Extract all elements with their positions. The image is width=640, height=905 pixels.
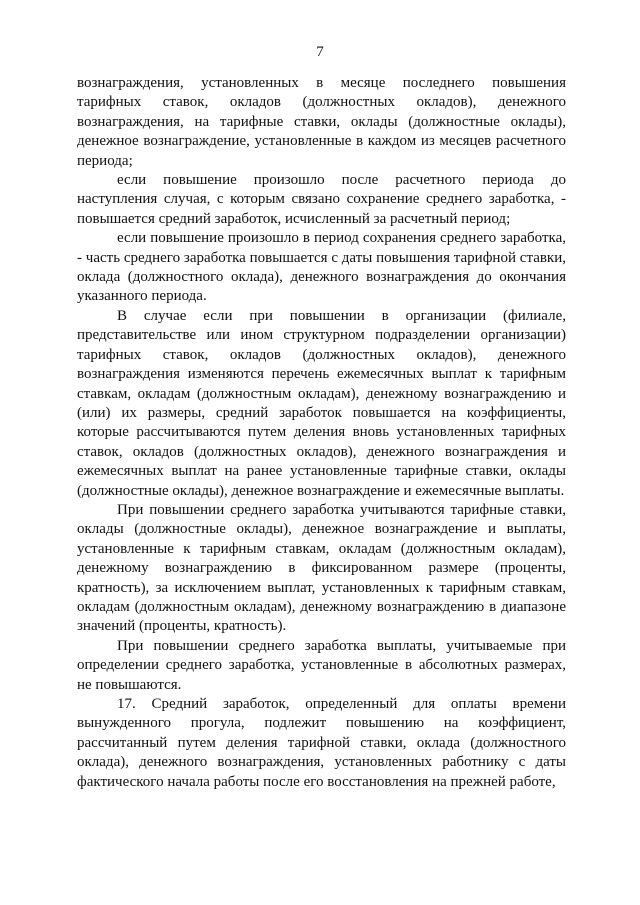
paragraph-organization-increase: В случае если при повышении в организации (филиале, представительстве или ином структурном подразделении организации) тарифных ставок, окладов (должностных окладов), денежного вознаграждения изменяются перечень ежемесячных выплат к тарифным ставкам, окладам (должностным окладам), денежному вознаграждению и (или) их размеры, средний заработок повышается на коэффициенты, которые рассчитываются путем деления вновь установленных тарифных ставок, окладов (должностных окладов), денежного вознаграждения и ежемесячных выплат на ранее установленные тарифные ставки, оклады (должностные оклады), денежное вознаграждение и ежемесячные выплаты.	[77, 307, 566, 499]
paragraph-accounted-payments: При повышении среднего заработка учитываются тарифные ставки, оклады (должностные оклады), денежное вознаграждение и выплаты, установленные к тарифным ставкам, окладам (должностным окладам), денежному вознаграждению в фиксированном размере (проценты, кратность), за исключением выплат, установленных к тарифным ставкам, окладам (должностным окладам), денежному вознаграждению в диапазоне значений (проценты, кратность).	[77, 501, 566, 635]
paragraph-after-period: если повышение произошло после расчетного периода до наступления случая, с которым связано сохранение среднего заработка, - повышается средний заработок, исчисленный за расчетный период;	[77, 172, 566, 227]
page-number: 7	[316, 44, 324, 60]
document-body	[77, 74, 566, 792]
paragraph-absolute-payments: При повышении среднего заработка выплаты, учитываемые при определении среднего заработка, установленные в абсолютных размерах, не повышаются.	[77, 637, 566, 693]
paragraph-continuation: вознаграждения, установленных в месяце последнего повышения тарифных ставок, окладов (должностных окладов), денежного вознаграждения, на тарифные ставки, оклады (должностные оклады), денежное вознаграждение, установленные в каждом из месяцев расчетного периода;	[77, 75, 566, 169]
paragraph-during-period: если повышение произошло в период сохранения среднего заработка, - часть среднего заработка повышается с даты повышения тарифной ставки, оклада (должностного оклада), денежного вознаграждения до окончания указанного периода.	[77, 230, 566, 305]
paragraph-item-17: 17. Средний заработок, определенный для оплаты времени вынужденного прогула, подлежит повышению на коэффициент, рассчитанный путем деления тарифной ставки, оклада (должностного оклада), денежного вознаграждения, установленных работнику с даты фактического начала работы после его восстановления на прежней работе,	[77, 696, 566, 790]
